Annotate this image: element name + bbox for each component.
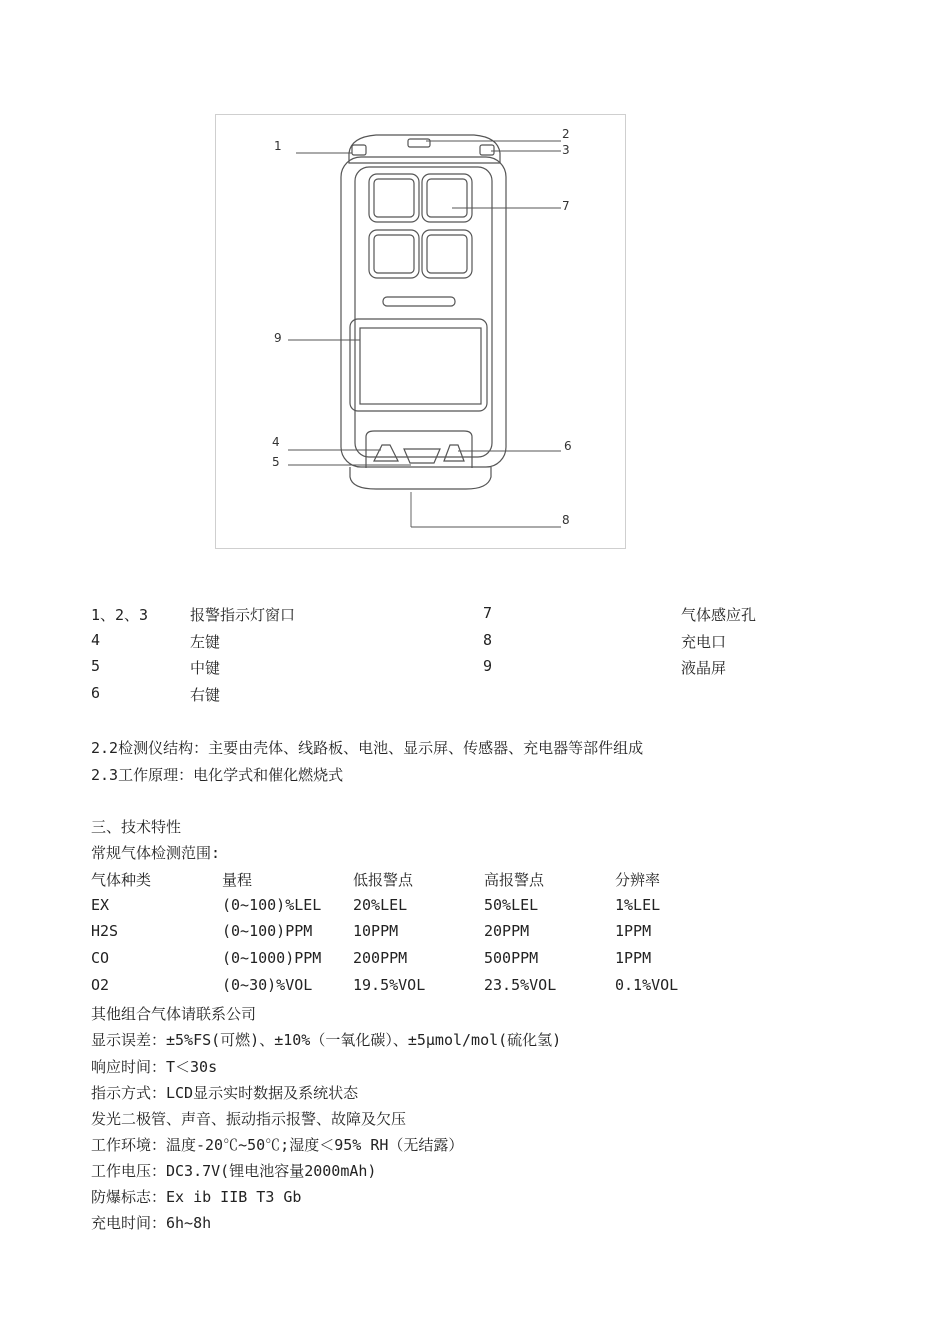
spec-line: 工作电压：DC3.7V(锂电池容量2000mAh)	[91, 1162, 377, 1180]
table-cell: 20PPM	[484, 922, 530, 940]
legend-label: 气体感应孔	[681, 606, 757, 624]
legend-label: 液晶屏	[681, 659, 727, 677]
table-header: 高报警点	[484, 871, 545, 889]
legend-num: 9	[483, 657, 493, 675]
legend-label: 中键	[190, 659, 221, 677]
callout-3: 3	[562, 143, 570, 157]
right-button	[444, 445, 464, 461]
table-cell: (0~30)%VOL	[222, 976, 313, 994]
spec-line: 响应时间：T＜30s	[91, 1058, 218, 1076]
callout-6: 6	[564, 439, 572, 453]
device-bottom	[350, 467, 491, 489]
table-cell: 10PPM	[353, 922, 399, 940]
callout-2: 2	[562, 127, 570, 141]
sensor-hole	[374, 235, 414, 273]
structure-text: 2.2检测仪结构：主要由壳体、线路板、电池、显示屏、传感器、充电器等部件组成	[91, 739, 644, 757]
table-cell: 200PPM	[353, 949, 408, 967]
spec-line: 其他组合气体请联系公司	[91, 1005, 257, 1023]
legend-label: 报警指示灯窗口	[190, 606, 296, 624]
callout-5: 5	[272, 455, 280, 469]
table-cell: (0~100)%LEL	[222, 896, 322, 914]
table-cell: 500PPM	[484, 949, 539, 967]
table-cell: 0.1%VOL	[615, 976, 679, 994]
spec-line: 发光二极管、声音、振动指示报警、故障及欠压	[91, 1110, 407, 1128]
table-cell: 1PPM	[615, 949, 652, 967]
legend-num: 8	[483, 631, 493, 649]
table-header: 低报警点	[353, 871, 414, 889]
legend-num: 6	[91, 684, 101, 702]
legend-num: 1、2、3	[91, 606, 149, 624]
alarm-window-right	[480, 145, 494, 155]
table-cell: CO	[91, 949, 110, 967]
table-cell: 50%LEL	[484, 896, 539, 914]
device-diagram	[215, 114, 626, 549]
table-header: 气体种类	[91, 871, 152, 889]
alarm-window-center	[408, 139, 430, 147]
legend-label: 左键	[190, 633, 221, 651]
spec-line: 工作环境：温度-20℃~50℃;湿度＜95% RH（无结露）	[91, 1136, 464, 1154]
left-button	[374, 445, 398, 461]
sensor-hole	[427, 235, 467, 273]
center-button	[404, 449, 440, 463]
device-slot	[383, 297, 455, 306]
spec-line: 指示方式：LCD显示实时数据及系统状态	[91, 1084, 359, 1102]
legend-num: 4	[91, 631, 101, 649]
device-body	[341, 157, 506, 467]
table-cell: EX	[91, 896, 110, 914]
callout-1: 1	[274, 139, 282, 153]
legend-num: 5	[91, 657, 101, 675]
table-cell: 19.5%VOL	[353, 976, 426, 994]
sensor-hole	[427, 179, 467, 217]
callout-4: 4	[272, 435, 280, 449]
sensor-hole	[374, 179, 414, 217]
table-cell: 1%LEL	[615, 896, 661, 914]
callout-9: 9	[274, 331, 282, 345]
table-cell: H2S	[91, 922, 119, 940]
lcd-screen	[360, 328, 481, 404]
section-title: 三、技术特性	[91, 818, 182, 836]
table-cell: 23.5%VOL	[484, 976, 557, 994]
principle-text: 2.3工作原理：电化学式和催化燃烧式	[91, 766, 344, 784]
table-header: 量程	[222, 871, 253, 889]
table-cell: (0~100)PPM	[222, 922, 313, 940]
table-cell: O2	[91, 976, 110, 994]
table-cell: (0~1000)PPM	[222, 949, 322, 967]
table-cell: 1PPM	[615, 922, 652, 940]
legend-label: 充电口	[681, 633, 727, 651]
spec-line: 防爆标志：Ex ib IIB T3 Gb	[91, 1188, 302, 1206]
spec-line: 显示误差：±5%FS(可燃)、±10%（一氧化碳）、±5μmol/mol(硫化氢)	[91, 1031, 562, 1049]
legend-label: 右键	[190, 686, 221, 704]
legend-num: 7	[483, 604, 493, 622]
spec-line: 充电时间：6h~8h	[91, 1214, 212, 1232]
range-title: 常规气体检测范围:	[91, 844, 221, 862]
callout-7: 7	[562, 199, 570, 213]
table-cell: 20%LEL	[353, 896, 408, 914]
table-header: 分辨率	[615, 871, 661, 889]
alarm-window-left	[352, 145, 366, 155]
callout-8: 8	[562, 513, 570, 527]
lcd-frame	[350, 319, 487, 411]
